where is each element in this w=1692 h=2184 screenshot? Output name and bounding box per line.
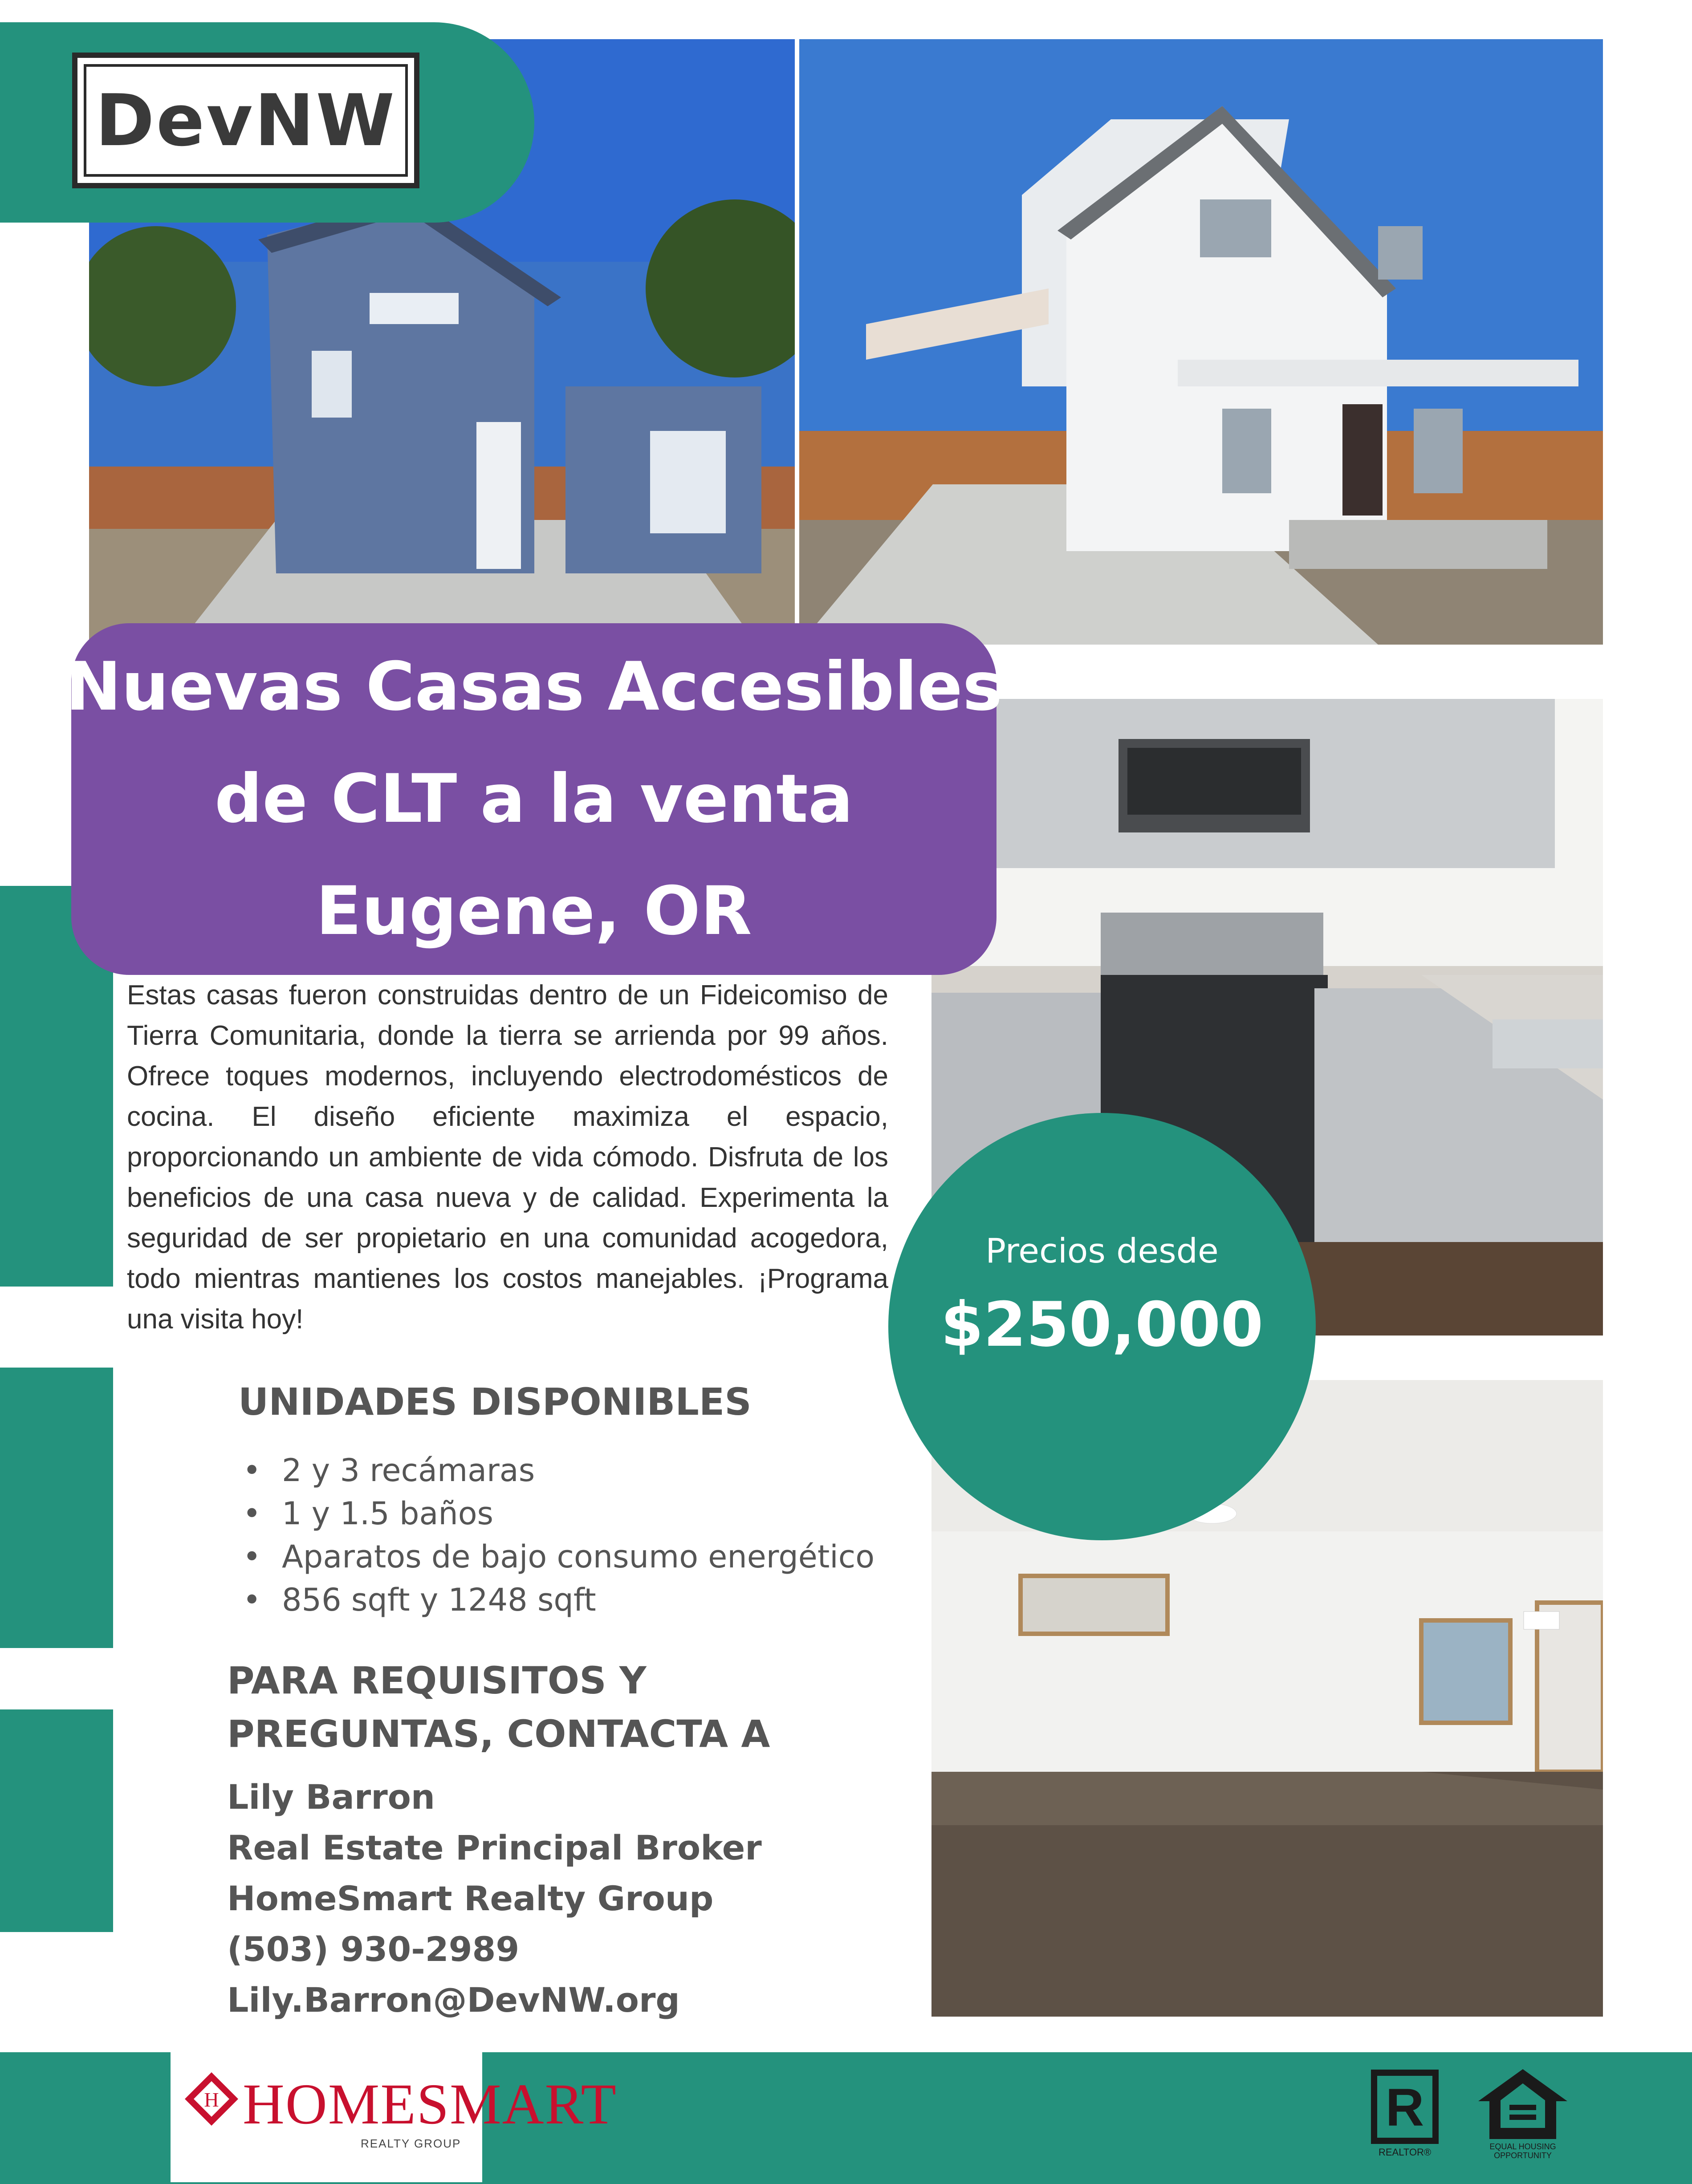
side-bar-3 bbox=[0, 1709, 113, 1932]
price-label: Precios desde bbox=[985, 1231, 1219, 1271]
units-heading: UNIDADES DISPONIBLES bbox=[238, 1380, 752, 1424]
contact-heading-line-2: PREGUNTAS, CONTACTA A bbox=[227, 1712, 770, 1756]
realtor-icon bbox=[1369, 2068, 1440, 2146]
unit-item: • 1 y 1.5 baños bbox=[243, 1492, 874, 1535]
contact-company: HomeSmart Realty Group bbox=[227, 1879, 714, 1918]
contact-heading bbox=[227, 1654, 770, 1761]
units-list bbox=[243, 1449, 874, 1622]
contact-phone[interactable]: (503) 930-2989 bbox=[227, 1929, 520, 1969]
equal-housing-icon bbox=[1474, 2066, 1572, 2141]
homesmart-logo-icon bbox=[183, 2070, 240, 2128]
eho-label: EQUAL HOUSING OPPORTUNITY bbox=[1489, 2142, 1556, 2160]
title-line-1: Nuevas Casas Accesibles bbox=[65, 648, 1003, 726]
description-paragraph: Estas casas fueron construidas dentro de un Fideicomiso de Tierra Comunitaria, donde la tierra se arrienda por 99 años. Ofrece toques modernos, incluyendo electrodomésticos de cocina. El diseño eficiente maximiza el espacio, proporcionando un ambiente de vida cómodo. Disfruta de los beneficios de una casa nueva y de calidad. Experimenta la seguridad de ser propietario en una comunidad acogedora, todo mientras mantienes los costos manejables. ¡Programa una visita hoy! bbox=[127, 980, 888, 1335]
price-value: $250,000 bbox=[940, 1289, 1264, 1360]
svg-text:R: R bbox=[1385, 2078, 1424, 2137]
contact-details bbox=[227, 1772, 762, 2026]
homesmart-logo: HOMESMART bbox=[243, 2072, 617, 2136]
contact-heading-line-1: PARA REQUISITOS Y bbox=[227, 1659, 647, 1702]
contact-role: Real Estate Principal Broker bbox=[227, 1828, 762, 1867]
contact-name: Lily Barron bbox=[227, 1777, 435, 1817]
unit-item: • 2 y 3 recámaras bbox=[243, 1449, 874, 1492]
title-box bbox=[65, 623, 1003, 975]
title-line-2: de CLT a la venta bbox=[214, 760, 854, 838]
photo-white-house bbox=[799, 39, 1603, 645]
realtor-label: REALTOR® bbox=[1378, 2147, 1432, 2158]
side-bar-2 bbox=[0, 1368, 113, 1648]
logo-text: DevNW bbox=[95, 79, 396, 162]
homesmart-sub: REALTY GROUP bbox=[361, 2137, 461, 2150]
svg-text:H: H bbox=[204, 2088, 219, 2111]
unit-item: • Aparatos de bajo consumo energético bbox=[243, 1535, 874, 1579]
unit-item: • 856 sqft y 1248 sqft bbox=[243, 1579, 874, 1622]
title-line-3: Eugene, OR bbox=[316, 873, 752, 950]
devnw-logo bbox=[72, 53, 419, 188]
contact-email[interactable]: Lily.Barron@DevNW.org bbox=[227, 1980, 680, 2020]
